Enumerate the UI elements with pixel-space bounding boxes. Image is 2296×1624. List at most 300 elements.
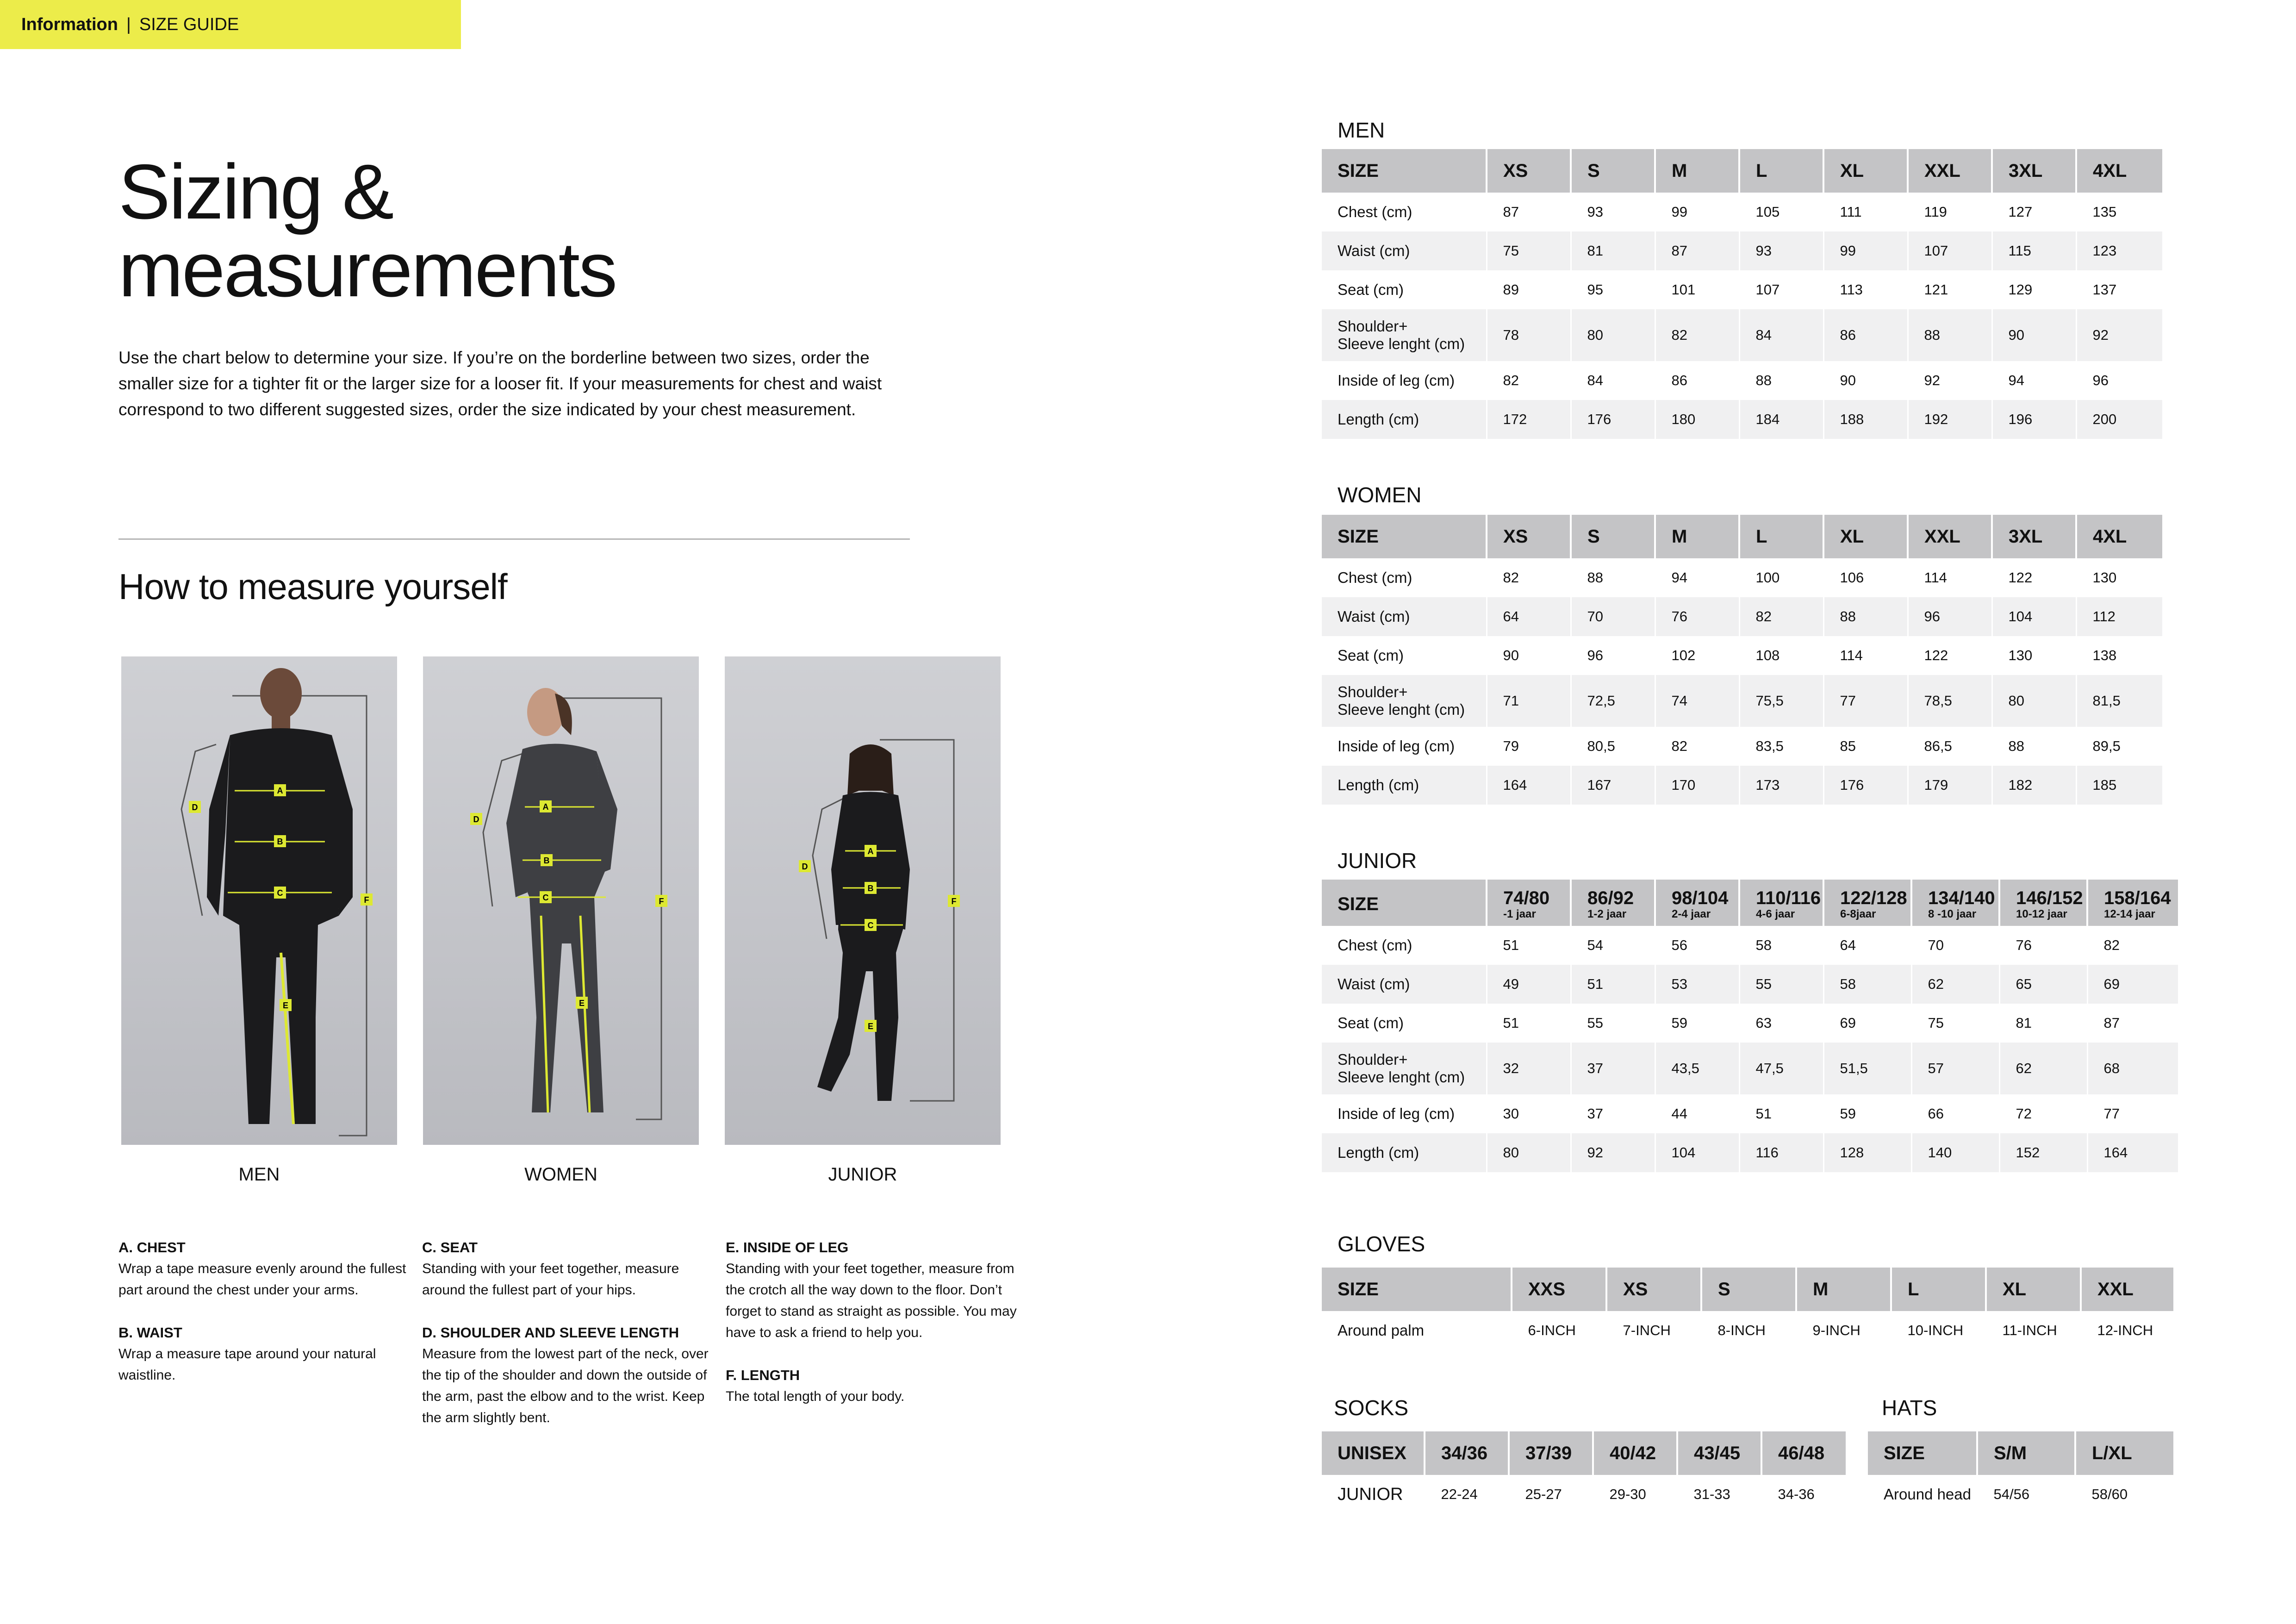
women-row-label <box>1322 766 1487 805</box>
instructions-col-3 <box>726 1237 1022 1429</box>
junior-cell: 69 <box>1823 1004 1911 1043</box>
junior-cell: 70 <box>1911 926 1999 965</box>
junior-table-row <box>1322 965 2178 1004</box>
women-photo <box>423 656 699 1145</box>
women-cell: 114 <box>1908 558 1992 597</box>
men-table-title: MEN <box>1338 118 1385 142</box>
junior-cell: 51 <box>1487 1004 1571 1043</box>
men-row-label-text: Waist (cm) <box>1338 242 1410 259</box>
marker-d-label: D <box>192 803 198 812</box>
men-cell: 200 <box>2076 400 2162 439</box>
women-table-row <box>1322 727 2162 766</box>
chest-instruction-title: A. CHEST <box>118 1239 186 1255</box>
junior-cell: 55 <box>1739 965 1823 1004</box>
junior-row-label-text: Seat (cm) <box>1338 1014 1404 1031</box>
women-cell: 88 <box>1571 558 1655 597</box>
gloves-table-title: GLOVES <box>1338 1232 1425 1256</box>
junior-row-label <box>1322 965 1487 1004</box>
junior-header-size: 146/152 <box>2016 888 2083 908</box>
men-figure-illustration <box>121 656 397 1145</box>
men-row-label-text: Shoulder+ <box>1338 318 1408 335</box>
men-cell: 137 <box>2076 270 2162 309</box>
men-cell: 113 <box>1823 270 1908 309</box>
men-cell: 84 <box>1739 309 1823 361</box>
men-header-row <box>1322 149 2162 193</box>
women-figure-illustration <box>423 656 699 1145</box>
junior-cell: 51 <box>1571 965 1655 1004</box>
women-row-label-text: Waist (cm) <box>1338 608 1410 625</box>
junior-header-cell <box>1911 880 1999 926</box>
junior-cell: 64 <box>1823 926 1911 965</box>
men-table-row <box>1322 361 2162 400</box>
men-cell: 196 <box>1992 400 2076 439</box>
women-cell: 185 <box>2076 766 2162 805</box>
men-header-cell: XL <box>1823 149 1908 193</box>
women-row-label-text: Inside of leg (cm) <box>1338 737 1455 755</box>
men-cell: 123 <box>2076 231 2162 270</box>
men-cell: 129 <box>1992 270 2076 309</box>
women-cell: 122 <box>1992 558 2076 597</box>
junior-cell: 152 <box>1999 1133 2087 1172</box>
gloves-header-cell: XS <box>1606 1268 1701 1311</box>
shoulder-instruction-title: D. SHOULDER AND SLEEVE LENGTH <box>422 1324 679 1341</box>
junior-header-size: 110/116 <box>1756 888 1821 908</box>
men-cell: 99 <box>1823 231 1908 270</box>
junior-cell: 116 <box>1739 1133 1823 1172</box>
women-cell: 86,5 <box>1908 727 1992 766</box>
men-header-cell: M <box>1655 149 1739 193</box>
junior-row-label-text: Chest (cm) <box>1338 937 1412 954</box>
gloves-cell: 11-INCH <box>1986 1311 2081 1350</box>
junior-cell: 140 <box>1911 1133 1999 1172</box>
marker-b-label: B <box>543 856 550 865</box>
men-cell: 90 <box>1823 361 1908 400</box>
section-tag <box>0 0 461 49</box>
junior-table-row <box>1322 926 2178 965</box>
junior-header-age: 1-2 jaar <box>1587 908 1627 920</box>
women-cell: 100 <box>1739 558 1823 597</box>
junior-table-row <box>1322 1094 2178 1133</box>
socks-size-table <box>1322 1431 1846 1514</box>
men-cell: 88 <box>1908 309 1992 361</box>
men-row-label-text: Seat (cm) <box>1338 281 1404 298</box>
leg-instruction-title: E. INSIDE OF LEG <box>726 1239 849 1255</box>
men-row-label-text: Inside of leg (cm) <box>1338 372 1455 389</box>
junior-header-size: 74/80 <box>1503 888 1550 908</box>
women-cell: 82 <box>1739 597 1823 636</box>
junior-header-row <box>1322 880 2178 926</box>
men-cell: 94 <box>1992 361 2076 400</box>
women-header-cell: XXL <box>1908 515 1992 558</box>
men-cell: 107 <box>1908 231 1992 270</box>
men-row-label <box>1322 361 1487 400</box>
women-row-label-text: Length (cm) <box>1338 776 1419 793</box>
women-cell: 90 <box>1487 636 1571 675</box>
women-cell: 88 <box>1823 597 1908 636</box>
junior-header-cell <box>1739 880 1823 926</box>
men-cell: 105 <box>1739 193 1823 231</box>
marker-f-label: F <box>951 897 957 906</box>
marker-c-label: C <box>542 893 549 902</box>
junior-cell: 37 <box>1571 1094 1655 1133</box>
junior-header-size: 98/104 <box>1672 888 1729 908</box>
junior-cell: 164 <box>2087 1133 2178 1172</box>
men-cell: 115 <box>1992 231 2076 270</box>
gloves-header-cell: XXL <box>2081 1268 2173 1311</box>
women-cell: 176 <box>1823 766 1908 805</box>
men-row-label-text: Length (cm) <box>1338 411 1419 428</box>
men-cell: 89 <box>1487 270 1571 309</box>
junior-figure-illustration <box>725 656 1001 1145</box>
women-cell: 64 <box>1487 597 1571 636</box>
junior-row-label-text: Shoulder+ <box>1338 1051 1408 1068</box>
junior-cell: 65 <box>1999 965 2087 1004</box>
hats-header-cell: S/M <box>1977 1431 2075 1475</box>
junior-header-age: 12-14 jaar <box>2104 908 2155 920</box>
junior-header-cell <box>1823 880 1911 926</box>
men-cell: 180 <box>1655 400 1739 439</box>
junior-cell: 68 <box>2087 1043 2178 1094</box>
section-label: Information <box>21 14 118 34</box>
hats-header-cell: L/XL <box>2075 1431 2173 1475</box>
women-cell: 96 <box>1571 636 1655 675</box>
marker-b-label: B <box>867 884 874 893</box>
gloves-size-table <box>1322 1268 2173 1350</box>
junior-header-size: 158/164 <box>2104 888 2171 908</box>
junior-cell: 76 <box>1999 926 2087 965</box>
women-row-label <box>1322 727 1487 766</box>
hats-header-cell: SIZE <box>1868 1431 1977 1475</box>
page-title-line1: Sizing & <box>118 148 393 235</box>
socks-table-row <box>1322 1475 1846 1514</box>
women-cell: 80 <box>1992 675 2076 727</box>
junior-cell: 59 <box>1823 1094 1911 1133</box>
socks-header-row <box>1322 1431 1846 1475</box>
men-cell: 119 <box>1908 193 1992 231</box>
junior-cell: 69 <box>2087 965 2178 1004</box>
junior-header-cell <box>1655 880 1739 926</box>
junior-cell: 104 <box>1655 1133 1739 1172</box>
women-cell: 167 <box>1571 766 1655 805</box>
men-cell: 86 <box>1823 309 1908 361</box>
junior-row-label-text: Inside of leg (cm) <box>1338 1105 1455 1122</box>
women-cell: 70 <box>1571 597 1655 636</box>
hats-cell: 54/56 <box>1977 1475 2075 1514</box>
junior-cell: 49 <box>1487 965 1571 1004</box>
gloves-header-cell: XXS <box>1512 1268 1606 1311</box>
women-cell: 80,5 <box>1571 727 1655 766</box>
men-cell: 92 <box>2076 309 2162 361</box>
gloves-header-cell: M <box>1796 1268 1891 1311</box>
men-cell: 84 <box>1571 361 1655 400</box>
junior-header-cell <box>1487 880 1571 926</box>
socks-row-label <box>1322 1475 1425 1514</box>
junior-table-row <box>1322 1004 2178 1043</box>
length-instruction-title: F. LENGTH <box>726 1367 800 1383</box>
length-instruction-text: The total length of your body. <box>726 1389 905 1404</box>
junior-cell: 66 <box>1911 1094 1999 1133</box>
junior-cell: 59 <box>1655 1004 1739 1043</box>
men-cell: 101 <box>1655 270 1739 309</box>
junior-cell: 82 <box>2087 926 2178 965</box>
women-cell: 74 <box>1655 675 1739 727</box>
gloves-cell: 6-INCH <box>1512 1311 1606 1350</box>
junior-header-age: 6-8jaar <box>1840 908 1876 920</box>
junior-header-size: SIZE <box>1338 894 1379 914</box>
socks-header-cell: 40/42 <box>1593 1431 1677 1475</box>
socks-cell: 31-33 <box>1677 1475 1761 1514</box>
men-cell: 188 <box>1823 400 1908 439</box>
men-cell: 135 <box>2076 193 2162 231</box>
men-row-label <box>1322 309 1487 361</box>
junior-header-age: 8 -10 jaar <box>1928 908 1977 920</box>
socks-row-label-text: JUNIOR <box>1338 1484 1403 1504</box>
junior-cell: 47,5 <box>1739 1043 1823 1094</box>
women-table-row <box>1322 597 2162 636</box>
socks-header-cell: 46/48 <box>1761 1431 1846 1475</box>
junior-header-size: 122/128 <box>1840 888 1907 908</box>
men-cell: 96 <box>2076 361 2162 400</box>
seat-instruction-text: Standing with your feet together, measure around the fullest part of your hips. <box>422 1261 679 1298</box>
socks-header-cell: UNISEX <box>1322 1431 1425 1475</box>
socks-table-title: SOCKS <box>1334 1396 1409 1420</box>
men-row-label <box>1322 231 1487 270</box>
women-table-row <box>1322 675 2162 727</box>
socks-cell: 22-24 <box>1425 1475 1509 1514</box>
chest-instruction-text: Wrap a tape measure evenly around the fullest part around the chest under your arms. <box>118 1261 406 1298</box>
women-cell: 108 <box>1739 636 1823 675</box>
marker-a-label: A <box>867 847 874 856</box>
junior-table-title: JUNIOR <box>1338 849 1417 873</box>
junior-cell: 43,5 <box>1655 1043 1739 1094</box>
marker-f-label: F <box>659 897 664 906</box>
gloves-header-cell: SIZE <box>1322 1268 1512 1311</box>
socks-cell: 29-30 <box>1593 1475 1677 1514</box>
women-cell: 85 <box>1823 727 1908 766</box>
women-header-cell: M <box>1655 515 1739 558</box>
junior-header-age: -1 jaar <box>1503 908 1536 920</box>
men-header-cell: S <box>1571 149 1655 193</box>
men-header-cell: L <box>1739 149 1823 193</box>
junior-header-cell <box>1999 880 2087 926</box>
women-header-cell: 4XL <box>2076 515 2162 558</box>
women-header-row <box>1322 515 2162 558</box>
junior-header-size: 86/92 <box>1587 888 1634 908</box>
women-cell: 138 <box>2076 636 2162 675</box>
women-cell: 75,5 <box>1739 675 1823 727</box>
marker-a-label: A <box>542 802 549 812</box>
men-cell: 93 <box>1571 193 1655 231</box>
women-header-cell: S <box>1571 515 1655 558</box>
hats-row-label-text: Around head <box>1884 1486 1971 1503</box>
men-cell: 107 <box>1739 270 1823 309</box>
junior-cell: 51 <box>1487 926 1571 965</box>
men-cell: 184 <box>1739 400 1823 439</box>
women-header-cell: SIZE <box>1322 515 1487 558</box>
junior-header-age: 2-4 jaar <box>1672 908 1711 920</box>
women-cell: 81,5 <box>2076 675 2162 727</box>
men-header-cell: 4XL <box>2076 149 2162 193</box>
socks-cell: 34-36 <box>1761 1475 1846 1514</box>
tag-separator: | <box>126 14 131 34</box>
marker-e-label: E <box>579 999 585 1008</box>
women-cell: 179 <box>1908 766 1992 805</box>
junior-header-size: 134/140 <box>1928 888 1995 908</box>
junior-cell: 63 <box>1739 1004 1823 1043</box>
women-cell: 76 <box>1655 597 1739 636</box>
men-cell: 92 <box>1908 361 1992 400</box>
junior-header-age: 10-12 jaar <box>2016 908 2067 920</box>
women-row-label <box>1322 675 1487 727</box>
women-cell: 79 <box>1487 727 1571 766</box>
marker-d-label: D <box>802 862 808 871</box>
marker-c-label: C <box>867 921 874 930</box>
women-row-label <box>1322 558 1487 597</box>
men-cell: 82 <box>1655 309 1739 361</box>
junior-cell: 57 <box>1911 1043 1999 1094</box>
junior-cell: 80 <box>1487 1133 1571 1172</box>
socks-header-cell: 37/39 <box>1509 1431 1593 1475</box>
men-photo <box>121 656 397 1145</box>
gloves-cell: 8-INCH <box>1701 1311 1796 1350</box>
women-cell: 114 <box>1823 636 1908 675</box>
junior-cell: 81 <box>1999 1004 2087 1043</box>
men-cell: 127 <box>1992 193 2076 231</box>
socks-header-cell: 34/36 <box>1425 1431 1509 1475</box>
women-cell: 104 <box>1992 597 2076 636</box>
marker-a-label: A <box>277 786 283 795</box>
junior-cell: 92 <box>1571 1133 1655 1172</box>
women-cell: 94 <box>1655 558 1739 597</box>
men-table-row <box>1322 309 2162 361</box>
marker-b-label: B <box>277 837 283 846</box>
junior-header-cell <box>1571 880 1655 926</box>
women-table-row <box>1322 636 2162 675</box>
junior-row-label <box>1322 926 1487 965</box>
hats-cell: 58/60 <box>2075 1475 2173 1514</box>
page-title <box>118 148 616 313</box>
junior-header-age: 4-6 jaar <box>1756 908 1795 920</box>
gloves-header-row <box>1322 1268 2173 1311</box>
junior-cell: 58 <box>1739 926 1823 965</box>
men-photo-label: MEN <box>238 1164 280 1185</box>
junior-cell: 128 <box>1823 1133 1911 1172</box>
junior-row-label <box>1322 1004 1487 1043</box>
women-cell: 102 <box>1655 636 1739 675</box>
men-header-cell: SIZE <box>1322 149 1487 193</box>
junior-cell: 54 <box>1571 926 1655 965</box>
seat-instruction-title: C. SEAT <box>422 1239 478 1255</box>
women-cell: 72,5 <box>1571 675 1655 727</box>
men-cell: 75 <box>1487 231 1571 270</box>
men-cell: 81 <box>1571 231 1655 270</box>
men-cell: 93 <box>1739 231 1823 270</box>
men-cell: 111 <box>1823 193 1908 231</box>
junior-header-cell <box>2087 880 2178 926</box>
junior-table-row <box>1322 1043 2178 1094</box>
hats-row-label <box>1868 1475 1977 1514</box>
gloves-cell: 12-INCH <box>2081 1311 2173 1350</box>
women-row-label <box>1322 636 1487 675</box>
gloves-table-row <box>1322 1311 2173 1350</box>
junior-cell: 30 <box>1487 1094 1571 1133</box>
junior-cell: 44 <box>1655 1094 1739 1133</box>
socks-header-cell: 43/45 <box>1677 1431 1761 1475</box>
women-row-label-text: Shoulder+ <box>1338 683 1408 700</box>
men-cell: 88 <box>1739 361 1823 400</box>
junior-table-row <box>1322 1133 2178 1172</box>
men-row-label-text: Chest (cm) <box>1338 203 1412 220</box>
men-row-label <box>1322 400 1487 439</box>
marker-c-label: C <box>277 888 283 898</box>
men-cell: 192 <box>1908 400 1992 439</box>
women-header-cell: XS <box>1487 515 1571 558</box>
page-title-line2: measurements <box>118 226 616 313</box>
women-cell: 71 <box>1487 675 1571 727</box>
waist-instruction-text: Wrap a measure tape around your natural waistline. <box>118 1346 376 1383</box>
gloves-header-cell: XL <box>1986 1268 2081 1311</box>
men-cell: 99 <box>1655 193 1739 231</box>
gloves-cell: 7-INCH <box>1606 1311 1701 1350</box>
women-cell: 82 <box>1487 558 1571 597</box>
junior-cell: 56 <box>1655 926 1739 965</box>
men-cell: 95 <box>1571 270 1655 309</box>
hats-table-row <box>1868 1475 2173 1514</box>
women-cell: 88 <box>1992 727 2076 766</box>
women-cell: 83,5 <box>1739 727 1823 766</box>
junior-header-cell <box>1322 880 1487 926</box>
hats-table-title: HATS <box>1882 1396 1937 1420</box>
women-cell: 122 <box>1908 636 1992 675</box>
women-cell: 170 <box>1655 766 1739 805</box>
women-cell: 112 <box>2076 597 2162 636</box>
section-divider <box>118 538 910 540</box>
gloves-cell: 10-INCH <box>1891 1311 1986 1350</box>
marker-d-label: D <box>473 815 479 824</box>
men-header-cell: XXL <box>1908 149 1992 193</box>
junior-cell: 51 <box>1739 1094 1823 1133</box>
junior-cell: 72 <box>1999 1094 2087 1133</box>
junior-cell: 62 <box>1999 1043 2087 1094</box>
junior-row-label <box>1322 1043 1487 1094</box>
men-table-row <box>1322 193 2162 231</box>
gloves-row-label <box>1322 1311 1512 1350</box>
women-cell: 164 <box>1487 766 1571 805</box>
junior-cell: 58 <box>1823 965 1911 1004</box>
women-cell: 82 <box>1655 727 1739 766</box>
men-row-label <box>1322 193 1487 231</box>
junior-row-label <box>1322 1133 1487 1172</box>
junior-photo-label: JUNIOR <box>828 1164 897 1185</box>
men-header-cell: XS <box>1487 149 1571 193</box>
junior-row-label-text: Waist (cm) <box>1338 975 1410 993</box>
hats-header-row <box>1868 1431 2173 1475</box>
men-cell: 80 <box>1571 309 1655 361</box>
junior-photo <box>725 656 1001 1145</box>
women-cell: 130 <box>2076 558 2162 597</box>
men-cell: 87 <box>1487 193 1571 231</box>
men-size-table <box>1322 149 2162 439</box>
marker-e-label: E <box>867 1022 874 1031</box>
hats-size-table <box>1868 1431 2173 1514</box>
instructions-col-2 <box>422 1237 718 1450</box>
women-table-row <box>1322 558 2162 597</box>
women-table-row <box>1322 766 2162 805</box>
women-cell: 173 <box>1739 766 1823 805</box>
junior-cell: 75 <box>1911 1004 1999 1043</box>
men-cell: 172 <box>1487 400 1571 439</box>
women-header-cell: L <box>1739 515 1823 558</box>
